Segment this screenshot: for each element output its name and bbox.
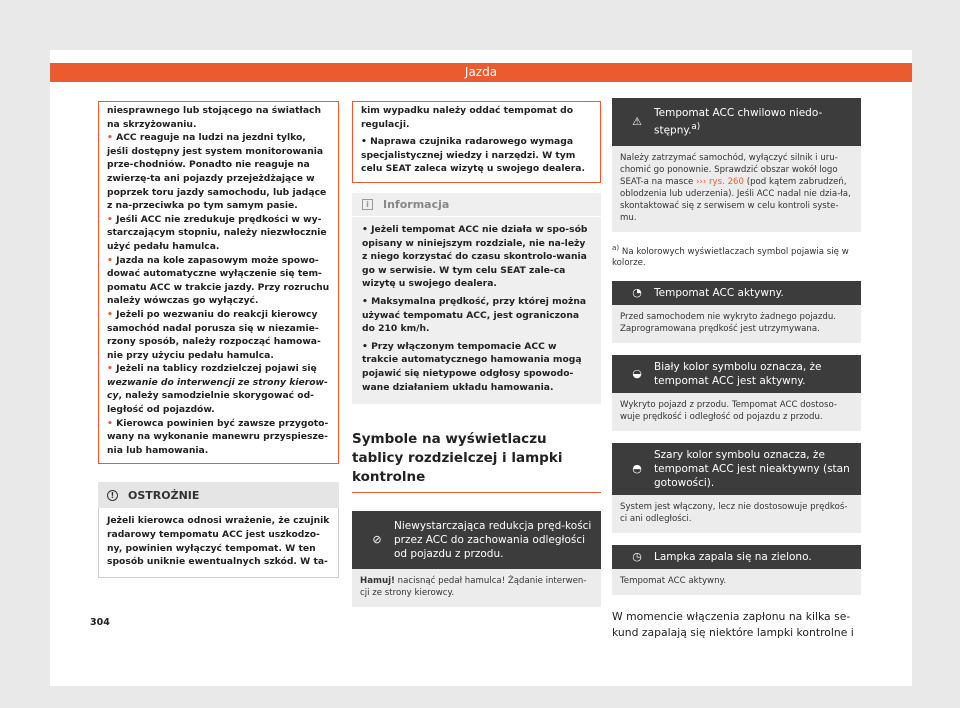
list-item-text: Kierowca powinien być zawsze przygoto-wany na wykonanie manewru przyspiesze-nia lub hamowania. [107, 417, 329, 456]
symbol-entry [612, 545, 861, 595]
info-body [352, 217, 601, 404]
bullet-icon: • [107, 417, 117, 429]
symbol-bold-lead: Hamuj! [360, 576, 395, 587]
intro-text: niesprawnego lub stojącego na światłach na skrzyżowaniu. [107, 105, 322, 130]
info-title: Informacja [383, 197, 450, 211]
symbol-title: Lampka zapala się na zielono. [654, 551, 812, 564]
symbol-header [612, 443, 861, 495]
acc-standby-icon: ◓ [632, 462, 642, 476]
closing-paragraph: W momencie włączenia zapłonu na kilka se-kund zapalają się niektóre lampki kontrolne i [612, 610, 854, 639]
page-number: 304 [90, 617, 110, 628]
list-item [107, 362, 330, 416]
acc-green-lamp-icon: ◷ [632, 550, 642, 564]
info-header [352, 193, 601, 217]
warning-continuation-box [98, 101, 339, 464]
list-item-text: Jeżeli na tablicy rozdzielczej pojawi się [116, 363, 317, 375]
symbol-description [612, 146, 861, 232]
bullet-icon: • [362, 340, 372, 352]
symbol-title: Szary kolor symbolu oznacza, że tempomat ACC jest nieaktywny (stan gotowości). [654, 449, 850, 490]
list-item-italic: wezwanie do interwencji ze strony kierow-cy [107, 376, 328, 402]
column-left [98, 101, 339, 578]
column-middle [352, 101, 601, 607]
symbol-text: Należy zatrzymać samochód, wyłączyć silnik i uru-chomić go ponownie. Sprawdzić obszar wokół logo SEAT-a na masce [620, 152, 838, 187]
list-item-text: Jeżeli tempomat ACC nie działa w spo-sób opisany w niniejszym rozdziale, nie na-leży z niego korzystać do czasu skontrolo-wania go w serwisie. W tym celu SEAT zale-ca wizytę u swojego dealera. [362, 223, 588, 290]
symbol-entry [612, 443, 861, 533]
footnote-mark: a) [612, 242, 620, 252]
continuation-text: kim wypadku należy oddać tempomat do regulacji. [361, 105, 574, 130]
symbol-title: Niewystarczająca redukcja pręd-kości przez ACC do zachowania odległości od pojazdu z przodu. [394, 520, 592, 561]
symbol-header [612, 355, 861, 393]
list-item [362, 223, 591, 291]
bullet-icon: • [107, 308, 117, 320]
symbol-header [352, 511, 601, 569]
symbol-description: System jest włączony, lecz nie dostosowuje prędkoś-ci ani odległości. [612, 495, 861, 533]
bullet-icon: • [362, 223, 372, 235]
list-item [107, 131, 330, 213]
list-item-text: Naprawa czujnika radarowego wymaga specjalistycznej wiedzy i narzędzi. W tym celu SEAT zaleca wizytę u swojego dealera. [361, 136, 585, 175]
footnote-ref: a) [691, 122, 701, 132]
acc-vehicle-icon: ◒ [632, 367, 642, 381]
symbol-title: Tempomat ACC chwilowo niedo-stępny. [654, 107, 823, 137]
symbol-header [612, 545, 861, 569]
list-item [107, 254, 330, 308]
warning-circle-icon: ! [107, 490, 118, 501]
symbol-title-wrap [654, 106, 853, 138]
figure-link[interactable]: ››› rys. 260 [695, 176, 744, 187]
page-header: Jazda [50, 63, 912, 82]
list-item [107, 417, 330, 458]
symbol-text: (pod kątem zabrudzeń, oblodzenia lub uderzenia). Jeśli ACC nadal nie dzia-ła, skontaktować się z serwisem w celu kontroli syste-mu. [620, 176, 851, 223]
section-title: Symbole na wyświetlaczu tablicy rozdzielczej i lampki kontrolne [352, 430, 601, 493]
list-item-text: Maksymalna prędkość, przy której można używać tempomatu ACC, jest ograniczona do 210 km/h. [362, 295, 587, 335]
list-item [361, 135, 592, 176]
list-item-text: Jazda na kole zapasowym może spowo-dować automatyczne wyłączenie się tem-pomatu ACC w trakcie jazdy. Przy rozruchu należy wówczas go wyłączyć. [107, 254, 330, 307]
info-square-icon: i [362, 199, 373, 210]
symbol-description: Przed samochodem nie wykryto żadnego pojazdu. Zaprogramowana prędkość jest utrzymywana. [612, 305, 861, 343]
list-item [362, 295, 591, 336]
symbol-title: Tempomat ACC aktywny. [654, 287, 784, 300]
column-right [612, 98, 861, 640]
symbol-description [352, 569, 601, 607]
caution-title: OSTROŻNIE [128, 488, 200, 502]
symbol-description: Tempomat ACC aktywny. [612, 569, 861, 595]
list-item [362, 340, 591, 394]
symbol-entry [612, 281, 861, 343]
symbol-entry [612, 355, 861, 431]
symbol-description: Wykryto pojazd z przodu. Tempomat ACC dostoso-wuje prędkość i odległość od pojazdu z przodu. [612, 393, 861, 431]
bullet-icon: • [362, 295, 372, 307]
symbol-entry [612, 98, 861, 232]
list-item [107, 213, 330, 254]
caution-header [98, 482, 339, 508]
list-item-text: Jeśli ACC nie zredukuje prędkości w wy-starczającym stopniu, należy niezwłocznie użyć pedału hamulca. [107, 213, 327, 252]
acc-brake-icon: ⊘ [372, 533, 382, 547]
acc-active-icon: ◔ [632, 286, 642, 300]
symbol-header [612, 98, 861, 146]
list-item-text: , należy samodzielnie skorygować od-ległość od pojazdów. [107, 390, 314, 416]
info-box [352, 193, 601, 404]
symbol-text: nacisnąć pedał hamulca! Żądanie interwen-cji ze strony kierowcy. [360, 576, 587, 599]
bullet-icon: • [361, 136, 371, 148]
symbol-title: Biały kolor symbolu oznacza, że tempomat ACC jest aktywny. [654, 361, 822, 388]
caution-continuation-box [352, 101, 601, 183]
list-item [107, 308, 330, 362]
list-item-text: Jeżeli po wezwaniu do reakcji kierowcy samochód nadal porusza się w niezamie-rzony sposób, należy rozpocząć hamowa-nie przy użyciu pedału hamulca. [107, 308, 321, 361]
symbol-entry [352, 511, 601, 607]
list-item-text: ACC reaguje na ludzi na jezdni tylko, jeśli dostępny jest system monitorowania prze-chodniów. Ponadto nie reaguje na zwierzę-ta ani pojazdy przejeżdżające w poprzek toru jazdy samochodu, lub jadące z na-przeciwka po tym samym pasie. [107, 132, 327, 212]
footnote-text: Na kolorowych wyświetlaczach symbol pojawia się w kolorze. [612, 246, 849, 269]
bullet-icon: • [107, 254, 117, 266]
bullet-icon: • [107, 132, 117, 144]
bullet-icon: • [107, 363, 117, 375]
caution-body: Jeżeli kierowca odnosi wrażenie, że czujnik radarowy tempomatu ACC jest uszkodzo-ny, powinien wyłączyć tempomat. W ten sposób uniknie ewentualnych szkód. W ta- [98, 508, 339, 577]
list-item-text: Przy włączonym tempomacie ACC w trakcie automatycznego hamowania mogą pojawić się nietypowe odgłosy spowodo-wane działaniem układu hamowania. [362, 340, 582, 393]
footnote [612, 242, 861, 270]
symbol-header [612, 281, 861, 305]
bullet-icon: • [107, 213, 117, 225]
acc-unavailable-icon: ⚠ [632, 114, 642, 128]
